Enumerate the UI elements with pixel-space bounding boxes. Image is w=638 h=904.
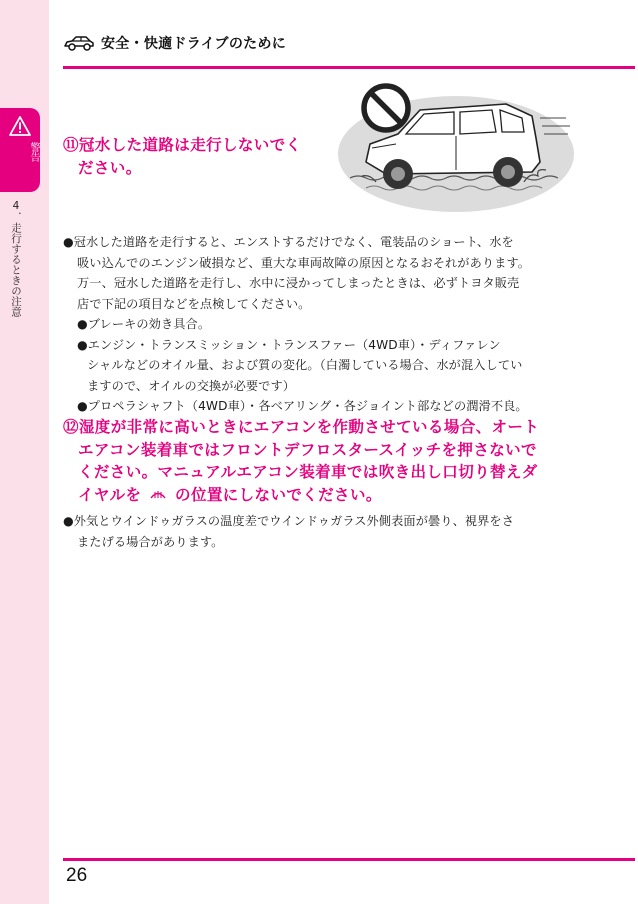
bullet-item: ●エンジン・トランスミッション・トランスファー（4WD車）・ディファレン bbox=[77, 337, 501, 352]
heading-line: ださい。 bbox=[78, 158, 142, 177]
body-line: またげる場合があります。 bbox=[77, 534, 224, 549]
bullet-item: ●プロペラシャフト（4WD車）・各ベアリング・各ジョイント部などの潤滑不良。 bbox=[77, 399, 528, 413]
heading-line: の位置にしないでください。 bbox=[175, 485, 382, 504]
heading-line: 冠水した道路は走行しないでく bbox=[78, 136, 302, 154]
chapter-label: 4．走行するときの注意 bbox=[10, 200, 22, 317]
section-number: ⑫ bbox=[63, 418, 79, 436]
page-number: 26 bbox=[66, 865, 88, 886]
heading-line: エアコン装着車ではフロントデフロスタースイッチを押さないで bbox=[78, 440, 537, 459]
body-line: 万一、冠水した道路を走行し、水中に浸かってしまったときは、必ずトヨタ販売 bbox=[77, 276, 520, 290]
flooded-road-illustration bbox=[336, 78, 576, 214]
heading-line: ください。マニュアルエアコン装着車では吹き出し口切り替えダ bbox=[78, 463, 538, 481]
body-line: ●外気とウインドゥガラスの温度差でウインドゥガラス外側表面が曇り、視界をさ bbox=[63, 514, 515, 528]
page-title: 安全・快適ドライブのために bbox=[101, 36, 287, 52]
footer-rule bbox=[63, 858, 635, 861]
prohibition-icon bbox=[364, 86, 408, 130]
warning-label: 警告 bbox=[28, 142, 39, 162]
car-icon bbox=[63, 34, 95, 52]
section-11-body bbox=[63, 232, 583, 417]
header-rule bbox=[63, 66, 635, 69]
body-line: 吸い込んでのエンジン破損など、重大な車両故障の原因となるおそれがあります。 bbox=[77, 255, 531, 270]
page-header bbox=[63, 33, 286, 53]
section-11-heading bbox=[63, 134, 333, 179]
heading-line: イヤルを bbox=[78, 485, 142, 504]
body-line: シャルなどのオイル量、および質の変化。（白濁している場合、水が混入してい bbox=[87, 358, 523, 372]
warning-triangle-icon bbox=[9, 116, 31, 136]
heading-line: 湿度が非常に高いときにエアコンを作動させている場合、オート bbox=[78, 418, 540, 436]
defroster-icon bbox=[149, 488, 167, 501]
section-12-heading bbox=[63, 416, 583, 506]
section-12-body bbox=[63, 511, 583, 552]
body-line: ますので、オイルの交換が必要です） bbox=[87, 378, 296, 393]
warning-tab bbox=[0, 108, 40, 192]
body-line: 店で下記の項目などを点検してください。 bbox=[77, 296, 311, 311]
section-number: ⑪ bbox=[63, 136, 79, 154]
body-line: ●冠水した道路を走行すると、エンストするだけでなく、電装品のショート、水を bbox=[63, 235, 514, 249]
bullet-item: ●ブレーキの効き具合。 bbox=[77, 317, 211, 331]
sidebar bbox=[0, 0, 49, 904]
